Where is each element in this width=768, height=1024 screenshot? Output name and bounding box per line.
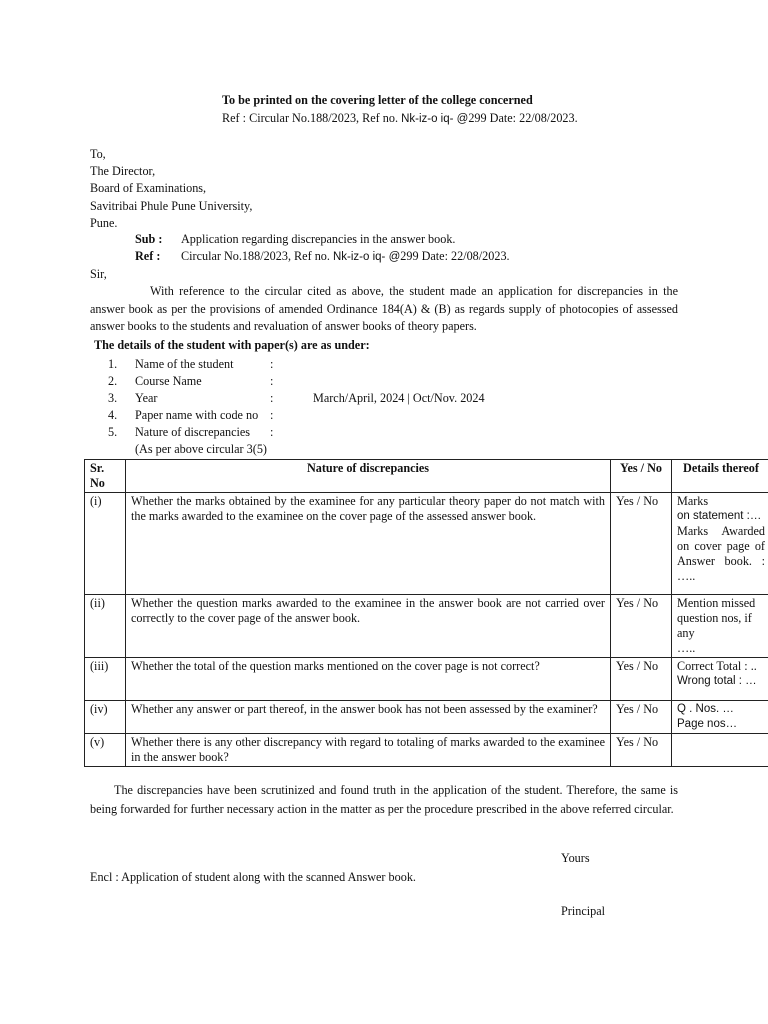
address-line: Pune. — [90, 215, 118, 230]
year-value: March/April, 2024 | Oct/Nov. 2024 — [313, 391, 485, 405]
salutation: Sir, — [90, 267, 107, 281]
header-nature: Nature of discrepancies — [126, 460, 611, 493]
details-note: (As per above circular 3(5) — [135, 442, 267, 456]
discrepancies-table — [84, 459, 768, 767]
subject-ref-line — [135, 248, 510, 266]
subject-ref-label: Ref : — [135, 249, 161, 263]
subject-ref-suffix: 299 Date: 22/08/2023. — [400, 249, 510, 263]
letter-title: To be printed on the covering letter of the college concerned — [222, 93, 533, 107]
yours-text: Yours — [561, 851, 590, 865]
list-item: 5. Nature of discrepancies : — [108, 425, 274, 439]
header-ref-code: Nk-iz-o iq- @ — [401, 113, 469, 125]
closing-paragraph: The discrepancies have been scrutinized and found truth in the application of the student. Therefore, the same is being forwarded for further necessary action in the matter as per the procedure prescribed in the above referred circular. — [90, 783, 678, 816]
table-row: (iv) Whether any answer or part thereof, in the answer book has not been assessed by the examiner? Yes / No Q . Nos. … Page nos… — [85, 701, 768, 734]
address-line: Board of Examinations, — [90, 181, 207, 196]
header-ref-suffix: 299 Date: 22/08/2023. — [468, 111, 578, 125]
list-item: 1. Name of the student : — [108, 357, 274, 371]
enclosure-text: Encl : Application of student along with the scanned Answer book. — [90, 870, 416, 884]
address-line: The Director, — [90, 164, 156, 179]
details-list — [108, 356, 558, 458]
table-row: (i) Whether the marks obtained by the examinee for any particular theory paper do not match with the marks awarded to the examinee on the cover page of the assessed answer book. Yes / No Marks on statement :… Marks Awarded on cover page of Answer book. : ….. — [85, 493, 768, 595]
subject-line — [135, 231, 455, 248]
header-details: Details thereof — [672, 460, 768, 493]
header-reference — [222, 110, 578, 128]
subject-label: Sub : — [135, 232, 163, 246]
list-item: 2. Course Name : — [108, 374, 274, 388]
list-item: 3. Year : March/April, 2024 | Oct/Nov. 2024 — [108, 391, 485, 405]
list-item: 4. Paper name with code no : — [108, 408, 274, 422]
subject-ref-prefix: Circular No.188/2023, Ref no. — [181, 249, 333, 263]
address-line: To, — [90, 147, 106, 161]
header-yes-no: Yes / No — [611, 460, 672, 493]
header-ref-prefix: Ref : Circular No.188/2023, Ref no. — [222, 111, 402, 125]
address-line: Savitribai Phule Pune University, — [90, 198, 253, 213]
table-row: (iii) Whether the total of the question marks mentioned on the cover page is not correct? Yes / No Correct Total : .. Wrong total : … — [85, 658, 768, 701]
principal-signature: Principal — [561, 904, 606, 918]
subject-text: Application regarding discrepancies in the answer book. — [181, 232, 456, 246]
details-heading: The details of the student with paper(s) are as under: — [94, 338, 370, 352]
subject-ref-code: Nk-iz-o iq- @ — [332, 251, 401, 263]
table-header-row — [85, 460, 768, 493]
table-row: (v) Whether there is any other discrepancy with regard to totaling of marks awarded to the examinee in the answer book? Yes / No — [85, 734, 768, 767]
body-paragraph: With reference to the circular cited as above, the student made an application for discrepancies in the answer book as per the provisions of amended Ordinance 184(A) & (B) as regards supply of photocopies of assessed answer books to the students and revaluation of answer books of theory papers. — [90, 284, 678, 333]
header-sr-no: Sr. No — [85, 460, 126, 493]
table-row: (ii) Whether the question marks awarded to the examinee in the answer book are not carried over correctly to the cover page of the answer book. Yes / No Mention missed question nos, if any ….. — [85, 595, 768, 658]
address-block — [90, 146, 252, 232]
